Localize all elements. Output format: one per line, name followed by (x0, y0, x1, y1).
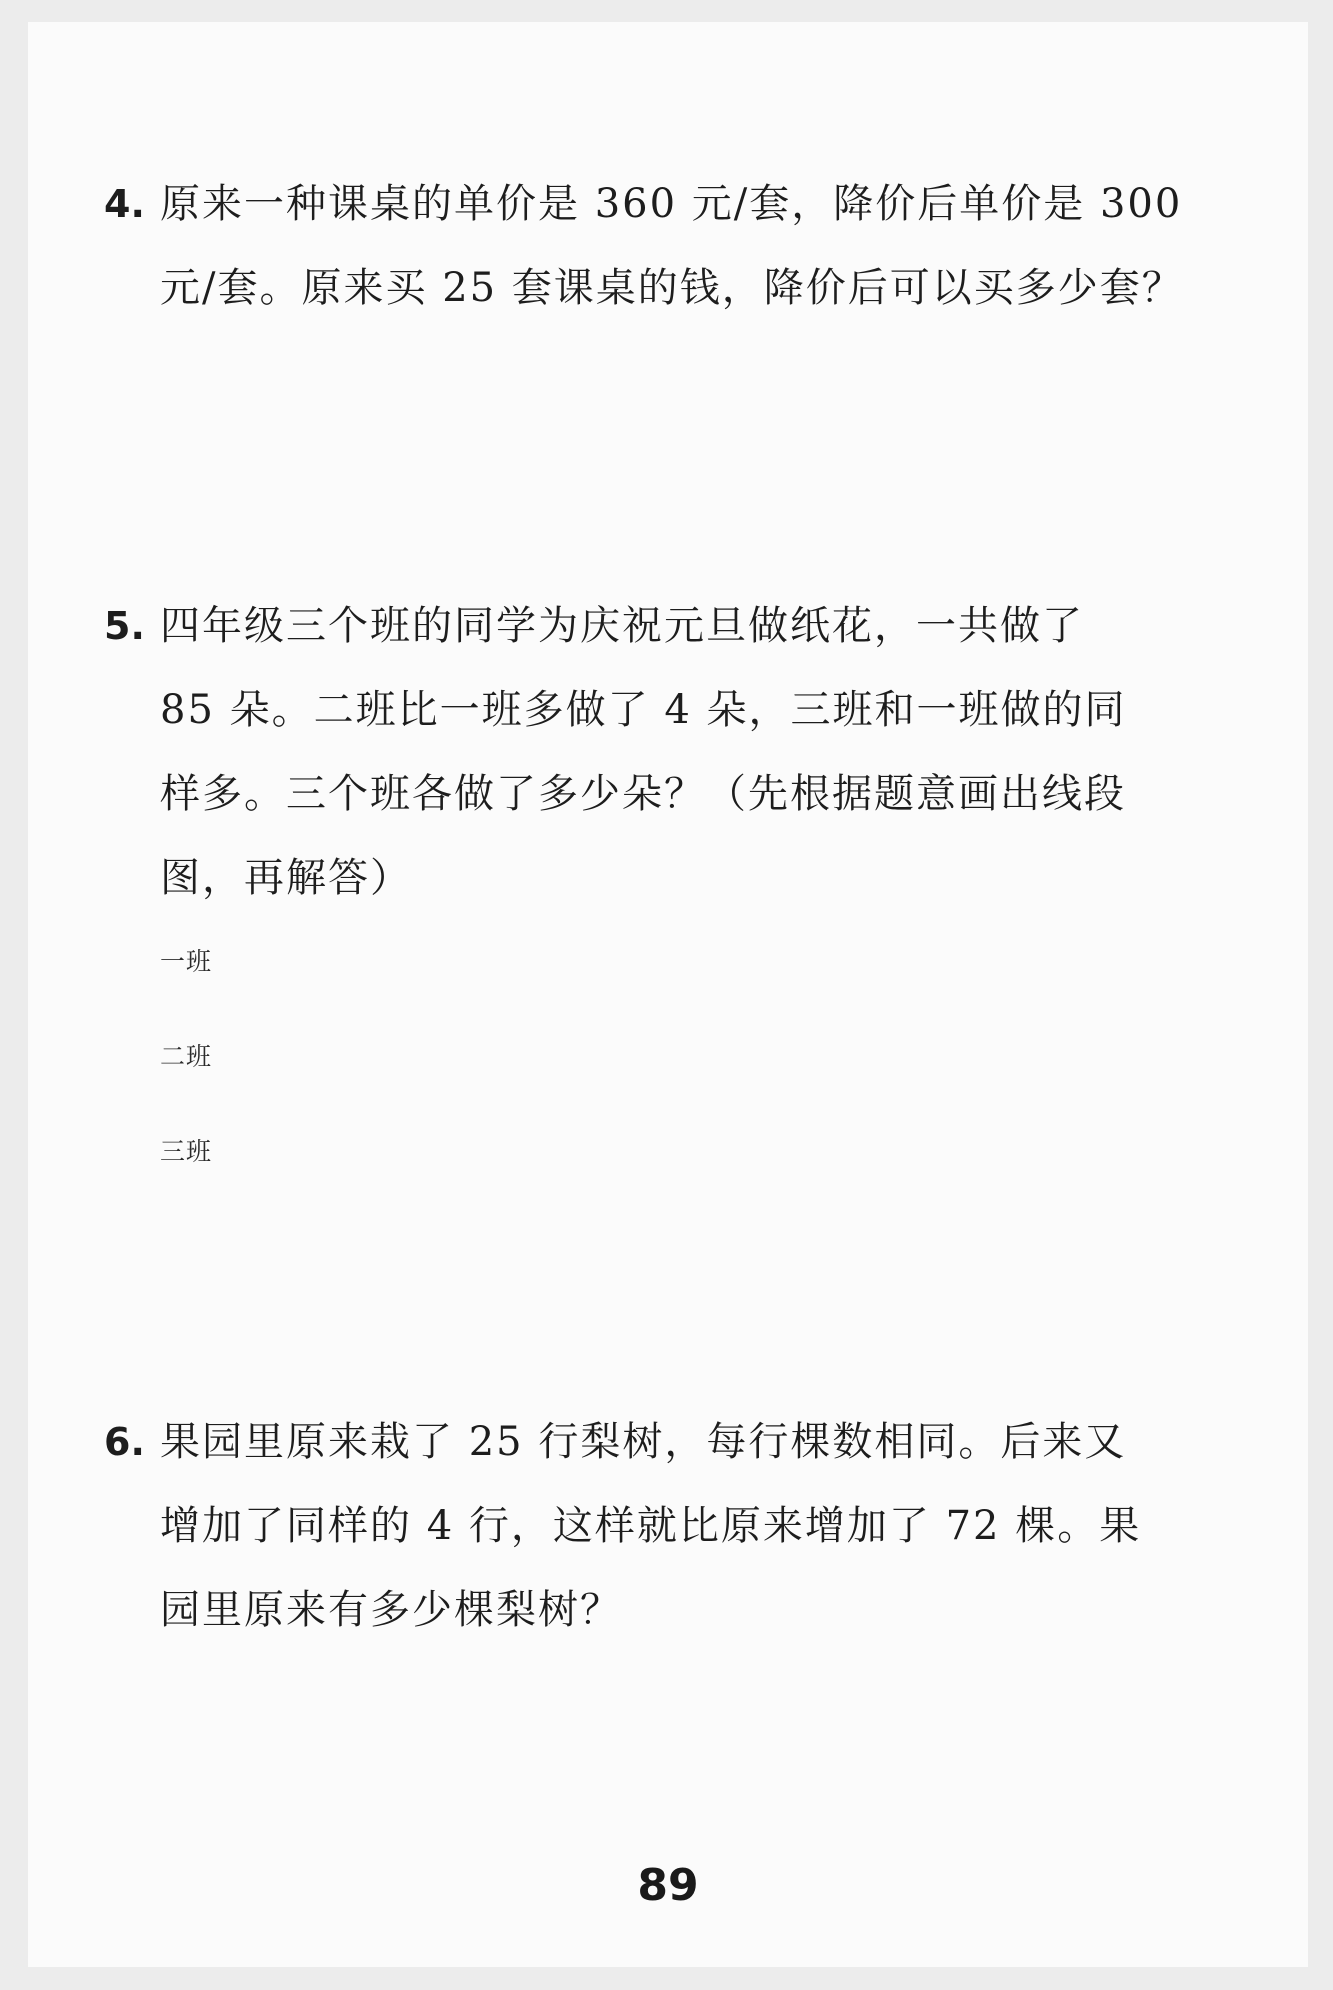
problem-number: 4. (104, 182, 145, 226)
problem-text-line: 园里原来有多少棵梨树？ (160, 1587, 622, 1633)
worksheet-page (28, 22, 1308, 1967)
class-label-2: 二班 (160, 1042, 213, 1071)
problem-number: 6. (104, 1420, 145, 1464)
problem-text-line: 果园里原来栽了 25 行梨树，每行棵数相同。后来又 (160, 1419, 1127, 1465)
problem-text-line: 样多。三个班各做了多少朵？（先根据题意画出线段 (160, 771, 1126, 817)
class-label-3: 三班 (160, 1137, 213, 1166)
problem-text-line: 四年级三个班的同学为庆祝元旦做纸花，一共做了 (160, 603, 1084, 649)
problem-text-line: 元/套。原来买 25 套课桌的钱，降价后可以买多少套？ (160, 265, 1184, 311)
class-label-1: 一班 (160, 947, 213, 976)
problem-text-line: 原来一种课桌的单价是 360 元/套，降价后单价是 300 (160, 181, 1183, 227)
problem-text-line: 增加了同样的 4 行，这样就比原来增加了 72 棵。果 (160, 1503, 1142, 1549)
problem-text-line: 85 朵。二班比一班多做了 4 朵，三班和一班做的同 (160, 687, 1127, 733)
problem-number: 5. (104, 604, 145, 648)
page-number: 89 (637, 1860, 699, 1911)
problem-text-line: 图，再解答） (160, 855, 412, 901)
